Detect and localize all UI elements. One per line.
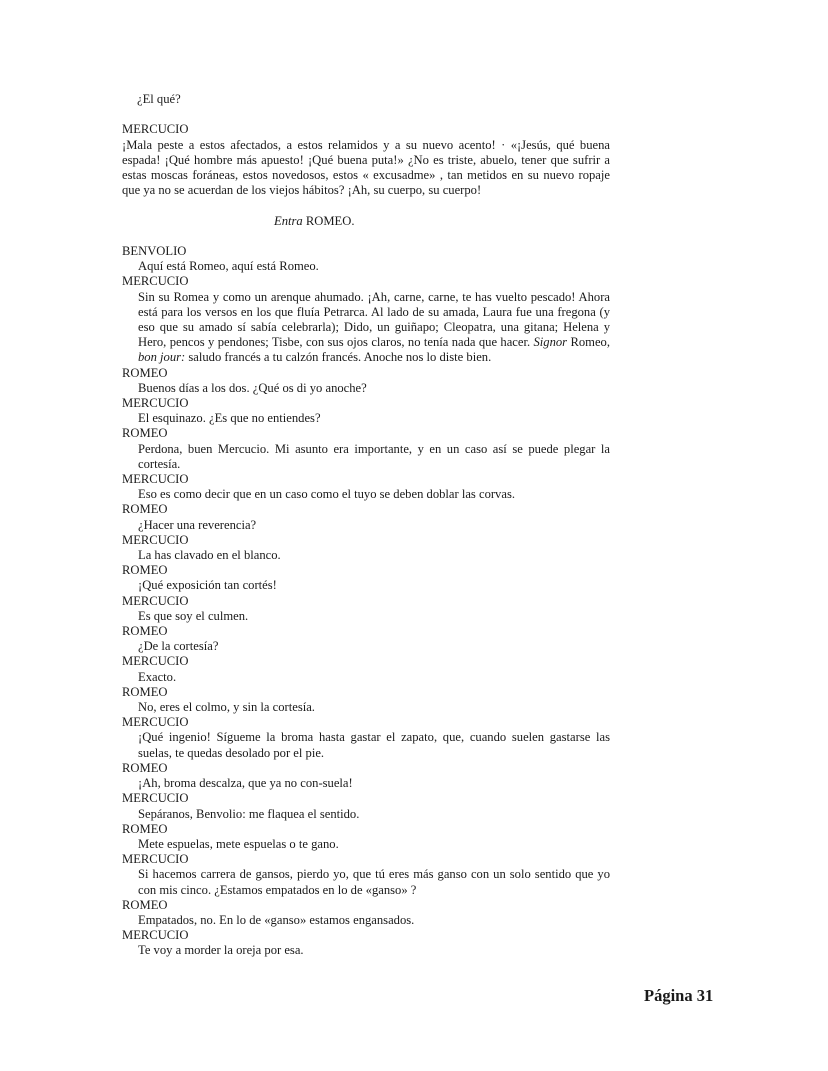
- dialogue-line: La has clavado en el blanco.: [138, 548, 281, 563]
- dialogue-line: Exacto.: [138, 669, 177, 684]
- speaker-name: ROMEO: [122, 624, 168, 639]
- dialogue-line: Perdona, buen Mercucio. Mi asunto era importante, y en un caso así se puede plegar la cortesía.: [138, 441, 610, 471]
- dialogue-line: ¿De la cortesía?: [138, 639, 219, 654]
- speaker-name: ROMEO: [122, 365, 168, 380]
- speaker-name: BENVOLIO: [122, 243, 187, 258]
- speaker-name: MERCUCIO: [122, 715, 189, 730]
- speaker-name: MERCUCIO: [122, 532, 189, 547]
- speaker-name: MERCUCIO: [122, 396, 189, 411]
- dialogue-line: ¿El qué?: [137, 92, 181, 106]
- stage-direction-character: ROMEO.: [305, 213, 355, 228]
- dialogue-line: Si hacemos carrera de gansos, pierdo yo, que tú eres más ganso con un solo sentido que yo con mis cinco. ¿Estamos empatados en lo de «ganso» ?: [138, 867, 610, 897]
- dialogue-line: Sin su Romea y como un arenque ahumado. ¡Ah, carne, carne, te has vuelto pescado! Ahora está para los versos en los que fluía Petrarca. Al lado de su amada, Laura fue una fregona (y eso que su amado sí sabía celebrarla); Dido, un guiñapo; Cleopatra, una gitana; Helena y Hero, pencos y pendones; Tisbe, con sus ojos claros, no tenía nada que hacer. Signor Romeo, bon jour: saludo francés a tu calzón francés. Anoche nos lo diste bien.: [138, 289, 610, 365]
- dialogue-line: El esquinazo. ¿Es que no entiendes?: [138, 411, 321, 426]
- speaker-name: ROMEO: [122, 563, 168, 578]
- speaker-name: ROMEO: [122, 684, 168, 699]
- speaker-name: MERCUCIO: [122, 122, 189, 137]
- play-text: [122, 92, 610, 959]
- speaker-name: MERCUCIO: [122, 654, 189, 669]
- dialogue-line: ¿Hacer una reverencia?: [138, 517, 257, 532]
- stage-direction-verb: Entra: [274, 213, 303, 228]
- dialogue-line: Aquí está Romeo, aquí está Romeo.: [138, 259, 319, 274]
- speaker-name: MERCUCIO: [122, 472, 189, 487]
- speaker-name: ROMEO: [122, 502, 168, 517]
- speaker-name: ROMEO: [122, 426, 168, 441]
- page-number: Página 31: [644, 986, 714, 1005]
- dialogue-line: ¡Mala peste a estos afectados, a estos relamidos y a su nuevo acento! · «¡Jesús, qué buena espada! ¡Qué hombre más apuesto! ¡Qué buena puta!» ¿No es triste, abuelo, tener que sufrir a estas moscas foráneas, estos novedosos, estos « excusadme» , tan metidos en su nuevo ropaje que ya no se acuerdan de los viejos hábitos? ¡Ah, su cuerpo, su cuerpo!: [122, 137, 610, 198]
- speaker-name: ROMEO: [122, 897, 168, 912]
- dialogue-line: Empatados, no. En lo de «ganso» estamos engansados.: [138, 912, 415, 927]
- dialogue-line: Sepáranos, Benvolio: me flaquea el sentido.: [138, 806, 360, 821]
- dialogue-line: ¡Qué ingenio! Sígueme la broma hasta gastar el zapato, que, cuando suelen gastarse las suelas, te quedas desolado por el pie.: [138, 730, 610, 760]
- dialogue-line: Te voy a morder la oreja por esa.: [138, 943, 304, 958]
- dialogue-line: No, eres el colmo, y sin la cortesía.: [138, 700, 315, 715]
- dialogue-line: Es que soy el culmen.: [138, 608, 249, 623]
- speaker-name: MERCUCIO: [122, 791, 189, 806]
- speaker-name: MERCUCIO: [122, 274, 189, 289]
- stage-direction: [122, 214, 610, 229]
- speaker-name: ROMEO: [122, 760, 168, 775]
- dialogue-line: Eso es como decir que en un caso como el tuyo se deben doblar las corvas.: [138, 487, 515, 502]
- dialogue-line: ¡Qué exposición tan cortés!: [138, 578, 277, 593]
- dialogue-line: ¡Ah, broma descalza, que ya no con-suela!: [138, 776, 353, 791]
- speaker-name: MERCUCIO: [122, 593, 189, 608]
- speaker-name: ROMEO: [122, 821, 168, 836]
- speaker-name: MERCUCIO: [122, 928, 189, 943]
- dialogue-line: Mete espuelas, mete espuelas o te gano.: [138, 836, 339, 851]
- speaker-name: MERCUCIO: [122, 852, 189, 867]
- dialogue-line: Buenos días a los dos. ¿Qué os di yo anoche?: [138, 380, 367, 395]
